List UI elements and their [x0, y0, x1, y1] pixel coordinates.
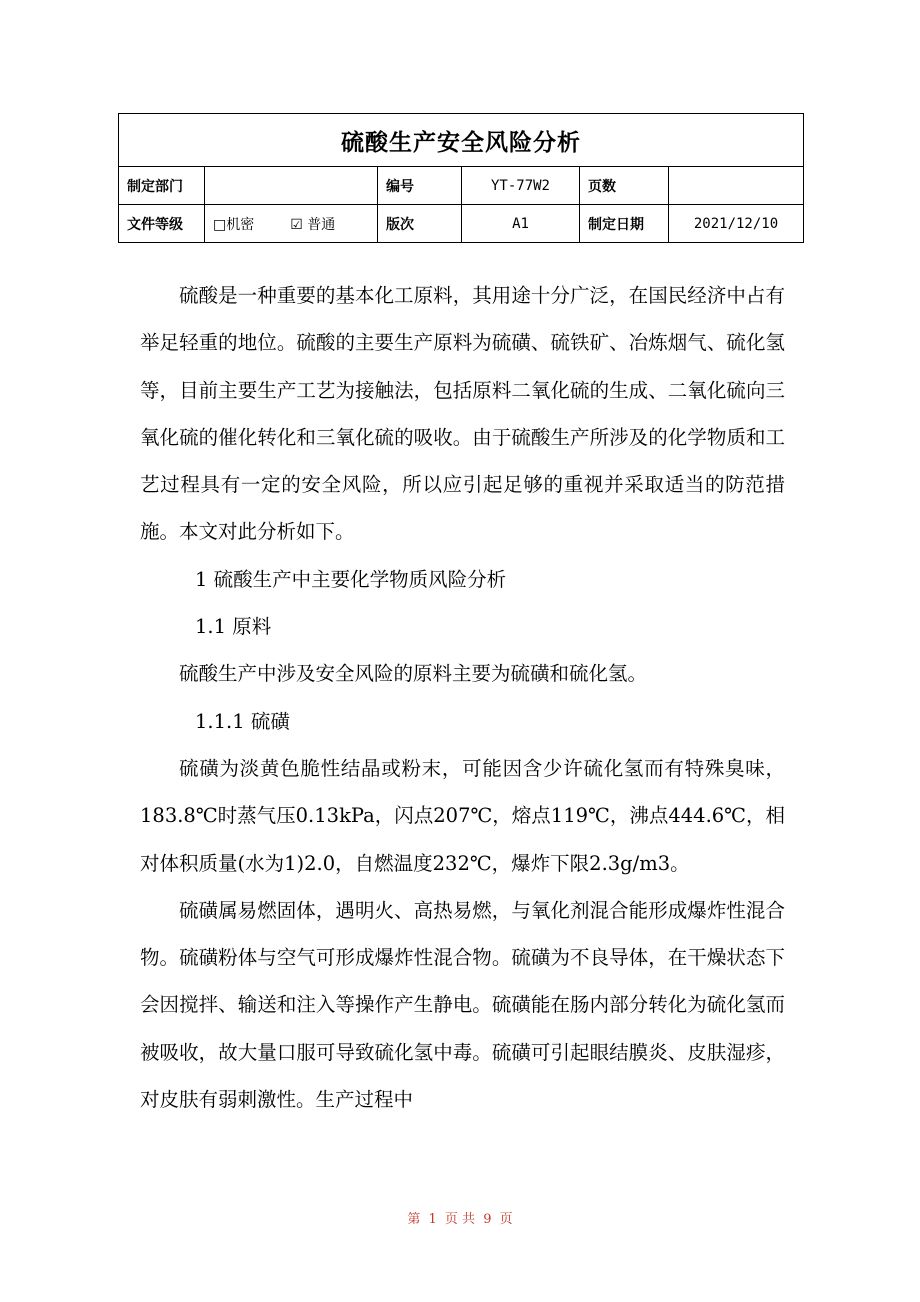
version-value: A1	[462, 205, 580, 243]
version-label: 版次	[378, 205, 462, 243]
date-value: 2021/12/10	[669, 205, 804, 243]
code-label: 编号	[378, 167, 462, 205]
date-label: 制定日期	[580, 205, 669, 243]
paragraph-sulfur-hazards: 硫磺属易燃固体，遇明火、高热易燃，与氧化剂混合能形成爆炸性混合物。硫磺粉体与空气可形成爆炸性混合物。硫磺为不良导体，在干燥状态下会因搅拌、输送和注入等操作产生静电。硫磺能在肠内部分转化为硫化氢而被吸收，故大量口服可导致硫化氢中毒。硫磺可引起眼结膜炎、皮肤湿疹，对皮肤有弱刺激性。生产过程中	[140, 898, 785, 1112]
pages-label: 页数	[580, 167, 669, 205]
document-title: 硫酸生产安全风险分析	[119, 114, 804, 167]
footer-page-number: 1	[428, 1212, 437, 1227]
section-heading-1: 1 硫酸生产中主要化学物质风险分析	[195, 567, 507, 591]
footer-suffix: 页	[499, 1212, 513, 1227]
level-option-confidential: □机密	[213, 216, 255, 233]
level-options	[205, 205, 378, 243]
paragraph-sulfur-properties: 硫磺为淡黄色脆性结晶或粉末，可能因含少许硫化氢而有特殊臭味，183.8℃时蒸气压0.13kPa，闪点207℃，熔点119℃，沸点444.6℃，相对体积质量(水为1)2.0，自燃温度232℃，爆炸下限2.3g/m3。	[140, 756, 785, 875]
level-label: 文件等级	[119, 205, 205, 243]
footer-total-pages: 9	[483, 1212, 492, 1227]
document-body	[140, 272, 785, 1123]
page-footer	[0, 1208, 920, 1227]
paragraph-intro: 硫酸是一种重要的基本化工原料，其用途十分广泛，在国民经济中占有举足轻重的地位。硫酸的主要生产原料为硫磺、硫铁矿、冶炼烟气、硫化氢等，目前主要生产工艺为接触法，包括原料二氧化硫的生成、二氧化硫向三氧化硫的催化转化和三氧化硫的吸收。由于硫酸生产所涉及的化学物质和工艺过程具有一定的安全风险，所以应引起足够的重视并采取适当的防范措施。本文对此分析如下。	[140, 284, 785, 544]
pages-value	[669, 167, 804, 205]
footer-mid: 页 共	[444, 1212, 476, 1227]
code-value: YT-77W2	[462, 167, 580, 205]
section-heading-1-1-1: 1.1.1 硫磺	[195, 709, 290, 733]
paragraph-raw-materials: 硫酸生产中涉及安全风险的原料主要为硫磺和硫化氢。	[179, 662, 648, 686]
section-heading-1-1: 1.1 原料	[195, 615, 272, 639]
dept-value	[205, 167, 378, 205]
footer-prefix: 第	[407, 1212, 421, 1227]
level-option-normal: ☑ 普通	[290, 216, 336, 233]
document-header-table	[118, 113, 804, 243]
dept-label: 制定部门	[119, 167, 205, 205]
